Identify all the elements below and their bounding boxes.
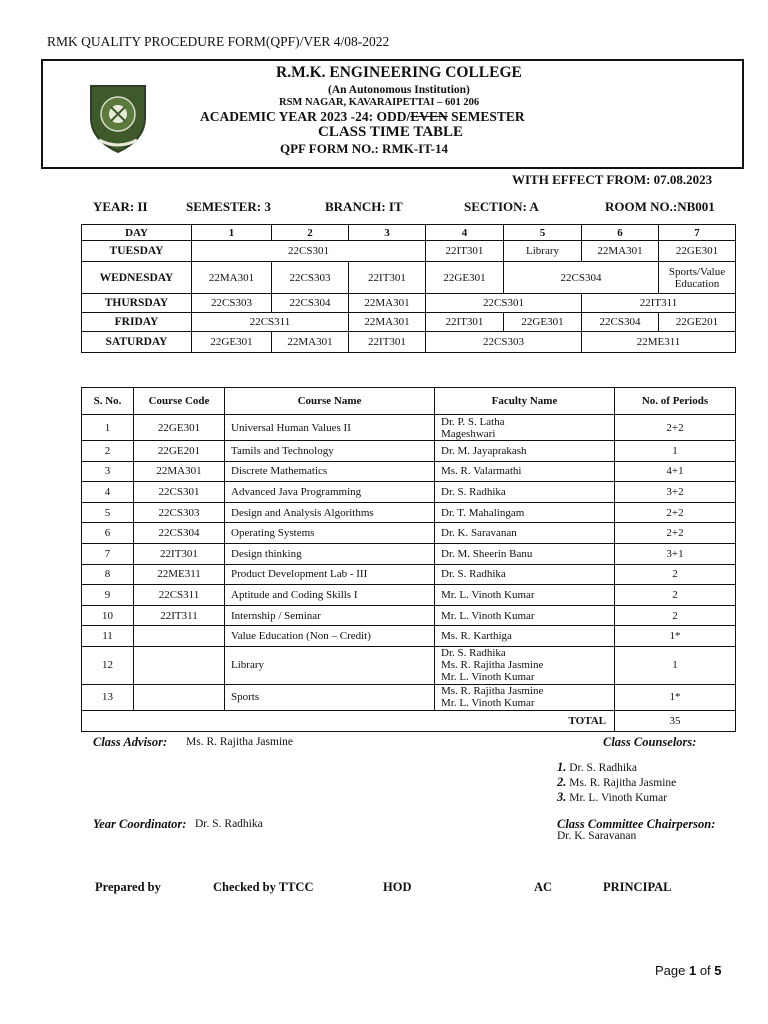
- course-header-cell: Faculty Name: [435, 388, 615, 415]
- course-name: Design and Analysis Algorithms: [225, 502, 435, 523]
- meta-branch: BRANCH: IT: [325, 199, 403, 214]
- timetable-day: FRIDAY: [82, 313, 192, 332]
- course-faculty: [435, 585, 615, 606]
- timetable-header-cell: 4: [426, 225, 504, 241]
- counselor-item: [557, 790, 676, 805]
- total-value: 35: [615, 710, 736, 731]
- course-code: 22ME311: [134, 564, 225, 585]
- course-header-cell: No. of Periods: [615, 388, 736, 415]
- college-name: R.M.K. ENGINEERING COLLEGE: [276, 64, 522, 81]
- course-code: 22CS311: [134, 585, 225, 606]
- course-sno: 13: [82, 684, 134, 710]
- college-logo: [85, 80, 151, 154]
- counselor-number: 3.: [557, 790, 567, 804]
- coordinator-label: Year Coordinator:: [93, 817, 187, 831]
- course-row: [82, 461, 736, 482]
- course-sno: 6: [82, 523, 134, 544]
- course-faculty: [435, 564, 615, 585]
- course-code: 22CS303: [134, 502, 225, 523]
- advisor-label: Class Advisor:: [93, 735, 168, 749]
- course-row: [82, 684, 736, 710]
- course-sno: 4: [82, 482, 134, 503]
- timetable-cell: 22GE301: [659, 241, 736, 262]
- timetable-cell: 22GE301: [192, 332, 272, 353]
- counselors-label: Class Counselors:: [603, 735, 697, 749]
- timetable-cell: 22CS303: [426, 332, 582, 353]
- faculty-name: Ms. R. Rajitha Jasmine: [441, 659, 544, 672]
- faculty-name: Mr. L. Vinoth Kumar: [441, 609, 535, 622]
- course-periods: 1*: [615, 626, 736, 647]
- chairperson-name: Dr. K. Saravanan: [557, 830, 637, 842]
- course-sno: 7: [82, 543, 134, 564]
- course-header-cell: Course Name: [225, 388, 435, 415]
- timetable-header-cell: 3: [349, 225, 426, 241]
- course-name: Tamils and Technology: [225, 441, 435, 462]
- course-name: Universal Human Values II: [225, 415, 435, 441]
- course-row: [82, 646, 736, 684]
- faculty-name: Dr. T. Mahalingam: [441, 506, 525, 519]
- course-periods: 1: [615, 646, 736, 684]
- faculty-name: Dr. S. Radhika: [441, 485, 506, 498]
- timetable-cell: 22CS304: [504, 262, 659, 294]
- form-version-line: RMK QUALITY PROCEDURE FORM(QPF)/VER 4/08-2022: [47, 34, 390, 49]
- course-code: 22CS304: [134, 523, 225, 544]
- course-sno: 1: [82, 415, 134, 441]
- course-name: Internship / Seminar: [225, 605, 435, 626]
- timetable-header-cell: 1: [192, 225, 272, 241]
- course-name: Design thinking: [225, 543, 435, 564]
- timetable-header-cell: 5: [504, 225, 582, 241]
- timetable-day: WEDNESDAY: [82, 262, 192, 294]
- course-code: [134, 684, 225, 710]
- course-row: [82, 441, 736, 462]
- faculty-name: Ms. R. Rajitha Jasmine: [441, 685, 544, 698]
- timetable-cell: 22CS303: [192, 294, 272, 313]
- course-sno: 11: [82, 626, 134, 647]
- timetable-day: SATURDAY: [82, 332, 192, 353]
- timetable-cell: 22CS301: [192, 241, 426, 262]
- course-faculty: [435, 543, 615, 564]
- course-row: [82, 585, 736, 606]
- course-faculty: [435, 502, 615, 523]
- counselor-name: Dr. S. Radhika: [569, 762, 637, 774]
- course-periods: 2: [615, 564, 736, 585]
- course-name: Value Education (Non – Credit): [225, 626, 435, 647]
- chairperson-label: Class Committee Chairperson:: [557, 817, 716, 831]
- sig-ac: AC: [534, 880, 553, 894]
- course-periods: 2+2: [615, 415, 736, 441]
- page-number: Page 1 of 5: [655, 963, 722, 978]
- course-row: [82, 482, 736, 503]
- course-periods: 2+2: [615, 523, 736, 544]
- course-periods: 2: [615, 605, 736, 626]
- course-header-cell: Course Code: [134, 388, 225, 415]
- course-faculty: [435, 523, 615, 544]
- course-sno: 8: [82, 564, 134, 585]
- course-faculty: [435, 605, 615, 626]
- course-periods: 2+2: [615, 502, 736, 523]
- course-row: [82, 415, 736, 441]
- faculty-name: Mageshwari: [441, 427, 496, 440]
- timetable-cell: Sports/Value Education: [659, 262, 736, 294]
- timetable-cell: 22CS304: [272, 294, 349, 313]
- course-name: Advanced Java Programming: [225, 482, 435, 503]
- counselor-name: Ms. R. Rajitha Jasmine: [569, 777, 677, 789]
- faculty-name: Dr. S. Radhika: [441, 647, 506, 660]
- timetable-cell: 22IT301: [349, 262, 426, 294]
- faculty-name: Mr. L. Vinoth Kumar: [441, 697, 535, 710]
- timetable-row: [82, 332, 736, 353]
- academic-year: ACADEMIC YEAR 2023 -24: ODD/EVEN SEMESTER: [200, 109, 525, 124]
- meta-year: YEAR: II: [93, 199, 148, 214]
- course-faculty: [435, 441, 615, 462]
- course-code: 22GE301: [134, 415, 225, 441]
- sig-ttcc: Checked by TTCC: [213, 880, 314, 894]
- faculty-name: Dr. P. S. Latha: [441, 415, 505, 428]
- timetable-cell: Library: [504, 241, 582, 262]
- sig-prepared: Prepared by: [95, 880, 161, 894]
- course-periods: 1*: [615, 684, 736, 710]
- timetable-cell: 22CS301: [426, 294, 582, 313]
- course-code: 22IT301: [134, 543, 225, 564]
- course-name: Aptitude and Coding Skills I: [225, 585, 435, 606]
- timetable-cell: 22MA301: [349, 313, 426, 332]
- timetable-row: [82, 294, 736, 313]
- timetable-header-cell: DAY: [82, 225, 192, 241]
- autonomous-note: (An Autonomous Institution): [328, 84, 470, 96]
- course-faculty: [435, 646, 615, 684]
- course-row: [82, 523, 736, 544]
- faculty-name: Dr. S. Radhika: [441, 568, 506, 581]
- course-periods: 1: [615, 441, 736, 462]
- course-faculty: [435, 482, 615, 503]
- sig-hod: HOD: [383, 880, 412, 894]
- course-name: Operating Systems: [225, 523, 435, 544]
- total-row: [82, 710, 736, 731]
- course-periods: 3+1: [615, 543, 736, 564]
- course-sno: 9: [82, 585, 134, 606]
- course-row: [82, 543, 736, 564]
- course-faculty: [435, 461, 615, 482]
- coordinator-name: Dr. S. Radhika: [195, 818, 263, 830]
- course-code: 22GE201: [134, 441, 225, 462]
- course-code: 22IT311: [134, 605, 225, 626]
- course-sno: 2: [82, 441, 134, 462]
- timetable-cell: 22MA301: [272, 332, 349, 353]
- timetable-cell: 22MA301: [349, 294, 426, 313]
- course-code: [134, 626, 225, 647]
- faculty-name: Dr. K. Saravanan: [441, 527, 517, 540]
- counselors-list: [557, 760, 676, 805]
- counselor-number: 2.: [557, 775, 567, 789]
- course-faculty: [435, 684, 615, 710]
- timetable-day: TUESDAY: [82, 241, 192, 262]
- timetable-row: [82, 241, 736, 262]
- course-sno: 5: [82, 502, 134, 523]
- counselor-item: [557, 775, 676, 790]
- timetable-day: THURSDAY: [82, 294, 192, 313]
- counselor-number: 1.: [557, 760, 567, 774]
- timetable-cell: 22GE301: [426, 262, 504, 294]
- course-code: 22CS301: [134, 482, 225, 503]
- timetable-header-cell: 2: [272, 225, 349, 241]
- effective-date: WITH EFFECT FROM: 07.08.2023: [512, 172, 713, 187]
- course-faculty: [435, 626, 615, 647]
- timetable: [81, 224, 736, 353]
- course-periods: 3+2: [615, 482, 736, 503]
- faculty-name: Dr. M. Jayaprakash: [441, 444, 527, 457]
- timetable-header-cell: 7: [659, 225, 736, 241]
- course-faculty: [435, 415, 615, 441]
- faculty-name: Ms. R. Karthiga: [441, 630, 512, 643]
- timetable-cell: 22CS303: [272, 262, 349, 294]
- course-name: Library: [225, 646, 435, 684]
- course-name: Product Development Lab - III: [225, 564, 435, 585]
- counselor-item: [557, 760, 676, 775]
- course-name: Discrete Mathematics: [225, 461, 435, 482]
- faculty-name: Dr. M. Sheerin Banu: [441, 547, 533, 560]
- course-periods: 4+1: [615, 461, 736, 482]
- form-number: QPF FORM NO.: RMK-IT-14: [280, 141, 449, 156]
- timetable-cell: 22GE301: [504, 313, 582, 332]
- timetable-cell: 22CS304: [582, 313, 659, 332]
- faculty-name: Ms. R. Valarmathi: [441, 465, 522, 478]
- course-sno: 12: [82, 646, 134, 684]
- college-address: RSM NAGAR, KAVARAIPETTAI – 601 206: [279, 97, 480, 108]
- course-sno: 10: [82, 605, 134, 626]
- timetable-cell: 22IT301: [426, 241, 504, 262]
- meta-section: SECTION: A: [464, 199, 539, 214]
- timetable-cell: 22ME311: [582, 332, 736, 353]
- total-label: TOTAL: [82, 710, 615, 731]
- timetable-header-cell: 6: [582, 225, 659, 241]
- faculty-name: Mr. L. Vinoth Kumar: [441, 588, 535, 601]
- sig-principal: PRINCIPAL: [603, 880, 672, 894]
- course-name: Sports: [225, 684, 435, 710]
- course-row: [82, 626, 736, 647]
- faculty-name: Mr. L. Vinoth Kumar: [441, 671, 535, 684]
- course-periods: 2: [615, 585, 736, 606]
- course-table: [81, 387, 736, 732]
- timetable-cell: 22CS311: [192, 313, 349, 332]
- timetable-cell: 22IT301: [349, 332, 426, 353]
- course-row: [82, 605, 736, 626]
- timetable-cell: 22MA301: [192, 262, 272, 294]
- timetable-cell: 22IT301: [426, 313, 504, 332]
- timetable-cell: 22GE201: [659, 313, 736, 332]
- counselor-name: Mr. L. Vinoth Kumar: [569, 792, 668, 804]
- course-row: [82, 564, 736, 585]
- course-header-cell: S. No.: [82, 388, 134, 415]
- timetable-cell: 22MA301: [582, 241, 659, 262]
- document-title: CLASS TIME TABLE: [318, 124, 464, 140]
- course-row: [82, 502, 736, 523]
- advisor-name: Ms. R. Rajitha Jasmine: [186, 736, 294, 748]
- course-code: [134, 646, 225, 684]
- timetable-row: [82, 313, 736, 332]
- meta-room: ROOM NO.:NB001: [605, 199, 715, 214]
- meta-semester: SEMESTER: 3: [186, 199, 271, 214]
- timetable-row: [82, 262, 736, 294]
- course-code: 22MA301: [134, 461, 225, 482]
- course-sno: 3: [82, 461, 134, 482]
- timetable-cell: 22IT311: [582, 294, 736, 313]
